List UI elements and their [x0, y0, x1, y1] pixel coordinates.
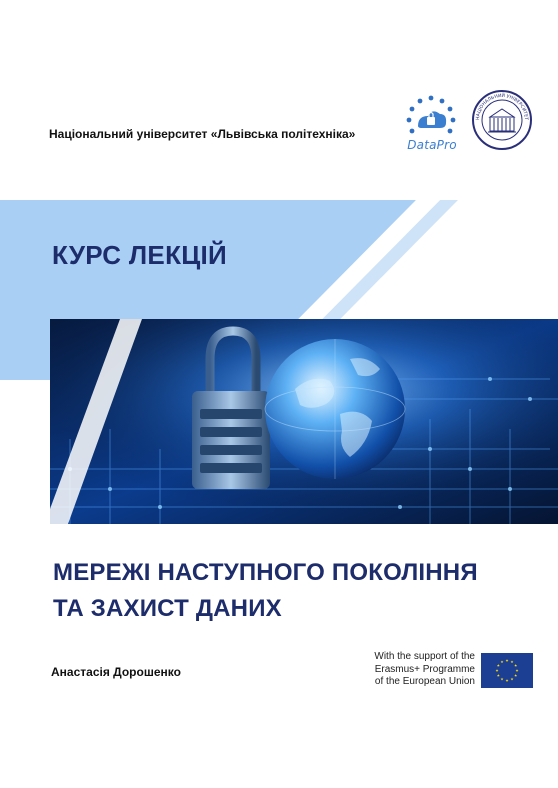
subject-title — [53, 555, 478, 627]
author-name: Анастасія Дорошенко — [51, 665, 181, 679]
subject-title-line-1: МЕРЕЖІ НАСТУПНОГО ПОКОЛІННЯ — [53, 559, 478, 586]
erasmus-support-text — [366, 651, 475, 689]
datapro-logo-text: DataPro — [407, 138, 457, 152]
university-name: Національний університет «Львівська політехніка» — [49, 127, 356, 141]
support-line-1: With the support of the — [374, 651, 475, 662]
eu-flag-icon — [481, 653, 533, 688]
subject-title-line-2: ТА ЗАХИСТ ДАНИХ — [53, 595, 282, 622]
cover-image — [50, 319, 558, 524]
seal-text: НАЦІОНАЛЬНИЙ УНІВЕРСИТЕТ — [475, 93, 529, 121]
support-line-2: Erasmus+ Programme — [374, 663, 475, 675]
course-label: КУРС ЛЕКЦІЙ — [52, 240, 228, 270]
support-line-3: of the European Union — [374, 676, 475, 687]
university-seal — [471, 89, 533, 151]
